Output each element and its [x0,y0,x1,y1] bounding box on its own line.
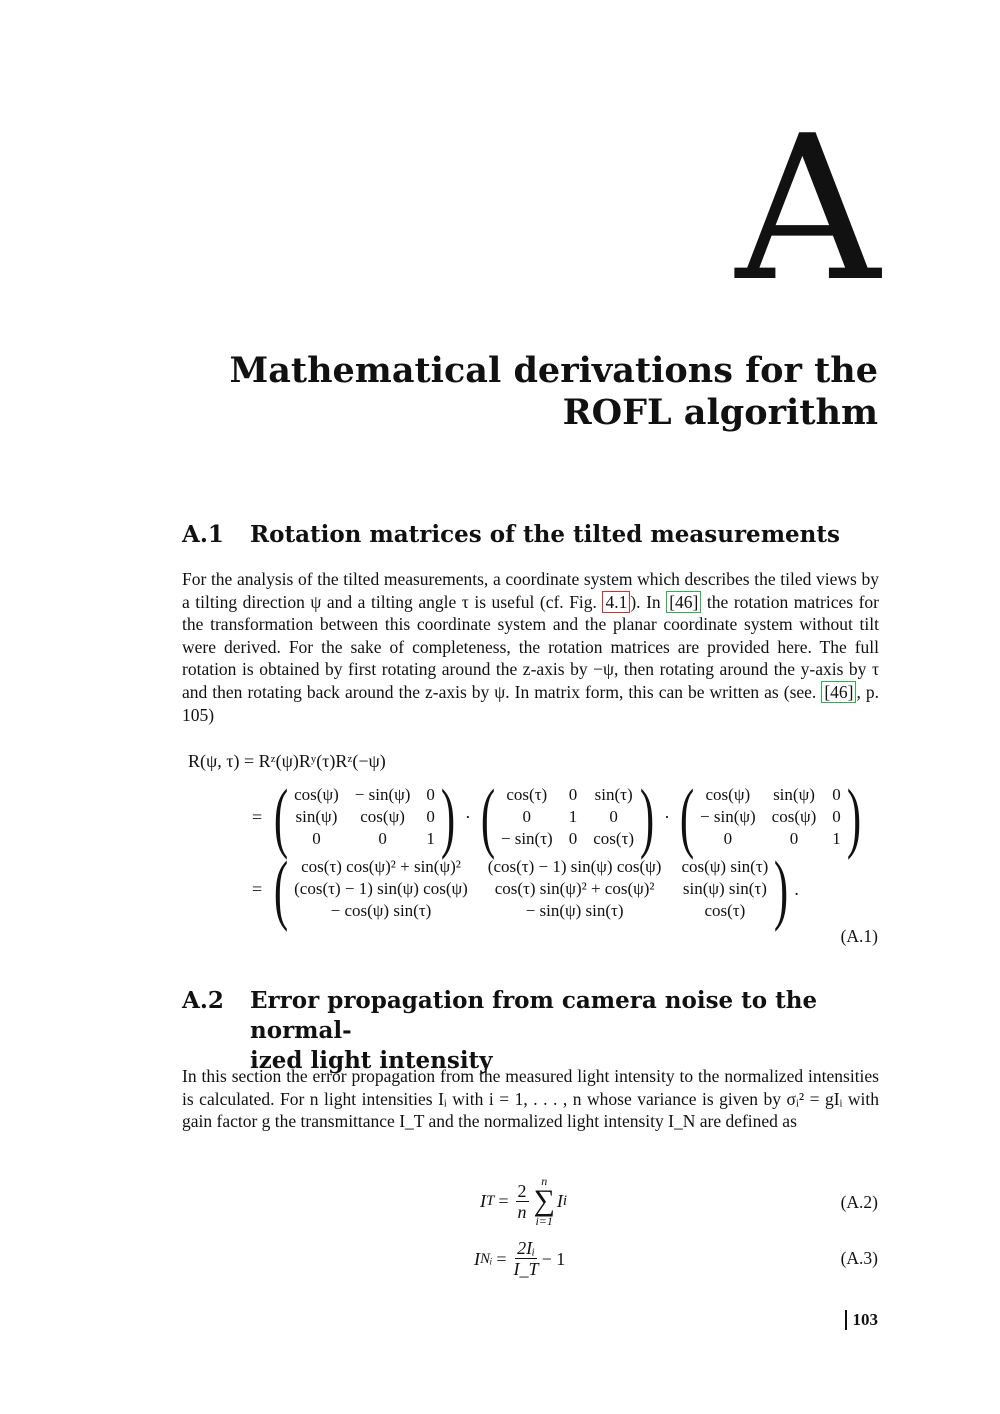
matrix-cell: 0 [426,785,435,804]
matrix-cell: 0 [522,807,532,826]
equation-a1-line1: R(ψ, τ) = Rᶻ(ψ)Rʸ(τ)Rᶻ(−ψ) [188,751,386,771]
matrix-cell: 0 [568,829,578,848]
matrix-cell: cos(τ) [506,785,548,804]
matrix-cell: − sin(ψ) [700,807,756,826]
matrix-cell: 0 [609,807,618,826]
figure-reference-link[interactable]: 4.1 [602,591,630,613]
section-title-line: Error propagation from camera noise to the normal- [250,987,818,1044]
equals-sign: = [496,1248,507,1269]
equals-sign: = [498,1191,509,1211]
matrix-cell: 0 [832,785,841,804]
matrix-cell: − cos(ψ) sin(τ) [330,901,432,920]
equals-sign: = [252,807,263,827]
matrix-cell: sin(ψ) [773,785,815,804]
matrix-cell: (cos(τ) − 1) sin(ψ) cos(ψ) [487,857,662,876]
matrix-cell: sin(ψ) [295,807,338,826]
text-run: , p. 105) [182,681,879,725]
matrix-cell: cos(ψ) [294,785,339,804]
citation-link[interactable]: [46] [666,591,701,613]
denominator: I_T [513,1259,539,1279]
minus-one: − 1 [541,1248,566,1269]
equation-a1-row3 [252,845,799,932]
matrix-cell: sin(τ) [594,785,633,804]
matrix-cell: 0 [312,829,321,848]
equation-number: (A.2) [840,1192,878,1212]
chapter-letter: A [735,93,880,326]
section-heading-a1 [182,520,882,550]
matrix-cell: − sin(τ) [500,829,553,848]
left-paren-icon: ( [274,845,289,932]
matrix-cell: − sin(ψ) [354,785,411,804]
subscript: Nᵢ [480,1250,493,1267]
section-number: A.1 [182,521,224,548]
equation-number: (A.1) [840,926,878,946]
text-run: ). In [630,591,667,612]
subscript: i [562,1193,568,1209]
matrix-cell: 0 [832,807,841,826]
numerator: 2 [517,1180,527,1201]
right-paren-icon: ) [639,773,655,860]
citation-link[interactable]: [46] [821,681,856,703]
left-paren-icon: ( [274,773,289,860]
page-number: 103 [845,1310,879,1330]
matrix-cell: sin(ψ) sin(τ) [682,879,767,898]
right-paren-icon: ) [774,845,789,932]
matrix-cell: 1 [426,829,435,848]
matrix-cell: (cos(τ) − 1) sin(ψ) cos(ψ) [294,879,468,898]
matrix-rz-psi [268,773,461,860]
text-run: the rotation matrices for the transformation between this coordinate system and the planar coordinate system without tilt were derived. For the sake of completeness, the rotation matrices are provided here. The full rotation is obtained by first rotating around the z-axis by −ψ, then rotating around the y-axis by τ and then rotating back around the z-axis by ψ. In matrix form, this can be written as (see. [182,591,880,702]
dot-operator: · [464,807,471,827]
sum-upper: n [541,1174,548,1188]
equation-number: (A.3) [840,1248,878,1268]
section1-paragraph [182,568,879,726]
matrix-cell: cos(ψ) [360,807,405,826]
denominator: n [517,1201,527,1222]
matrix-cell: cos(τ) [593,829,635,848]
fraction [516,1181,529,1222]
section-title: Rotation matrices of the tilted measurements [250,521,840,548]
symbol: I [556,1191,563,1211]
matrix-cell: 0 [789,829,799,848]
matrix-cell: cos(τ) cos(ψ)² + sin(ψ)² [301,857,461,876]
matrix-cell: − sin(ψ) sin(τ) [525,901,624,920]
matrix-cell: 0 [426,807,435,826]
matrix-cell: cos(ψ) sin(τ) [681,857,769,876]
right-paren-icon: ) [846,773,861,860]
equals-sign: = [252,879,263,899]
matrix-cell: cos(τ) sin(ψ)² + cos(ψ)² [494,879,655,898]
symbol: I [480,1191,486,1211]
sigma-icon: ∑ [533,1184,555,1217]
matrix-cell: cos(τ) [704,901,746,920]
numerator: 2Iᵢ [517,1238,535,1258]
section-title [250,986,882,1076]
symbol: I [474,1248,480,1269]
left-paren-icon: ( [679,773,695,860]
section-heading-a2 [182,986,882,1076]
matrix-cell: 0 [723,829,733,848]
equation-a3 [474,1238,565,1279]
matrix-result [268,845,794,932]
chapter-title: Mathematical derivations for the ROFL algorithm [229,350,878,433]
matrix-cell: 1 [832,829,841,848]
equation-a2 [480,1175,567,1227]
matrix-cell: 0 [378,829,387,848]
period: . [794,879,799,899]
section-number: A.2 [182,987,224,1014]
right-paren-icon: ) [440,773,456,860]
matrix-ry-tau [475,773,660,860]
section-title-line: ized light intensity [250,1047,493,1074]
matrix-cell: 1 [568,807,578,826]
left-paren-icon: ( [480,773,496,860]
text-run: For the analysis of the tilted measurements, a coordinate system which describes the tiled views by a tilting direction ψ and a tilting angle τ is useful (cf. Fig. [182,569,879,612]
matrix-rz-minus-psi [674,773,867,860]
summation [534,1175,555,1227]
section2-paragraph: In this section the error propagation from the measured light intensity to the normalized intensities is calculated. For n light intensities Iᵢ with i = 1, . . . , n whose variance is given by σᵢ² = gIᵢ with gain factor g the transmittance I_T and the normalized light intensity I_N are defined as [182,1066,879,1132]
subscript: T [486,1193,495,1209]
dot-operator: · [664,807,671,827]
matrix-cell: 0 [568,785,578,804]
fraction [514,1238,539,1279]
matrix-cell: cos(ψ) [705,785,751,804]
matrix-cell: cos(ψ) [771,807,817,826]
sum-lower: i=1 [535,1214,553,1228]
